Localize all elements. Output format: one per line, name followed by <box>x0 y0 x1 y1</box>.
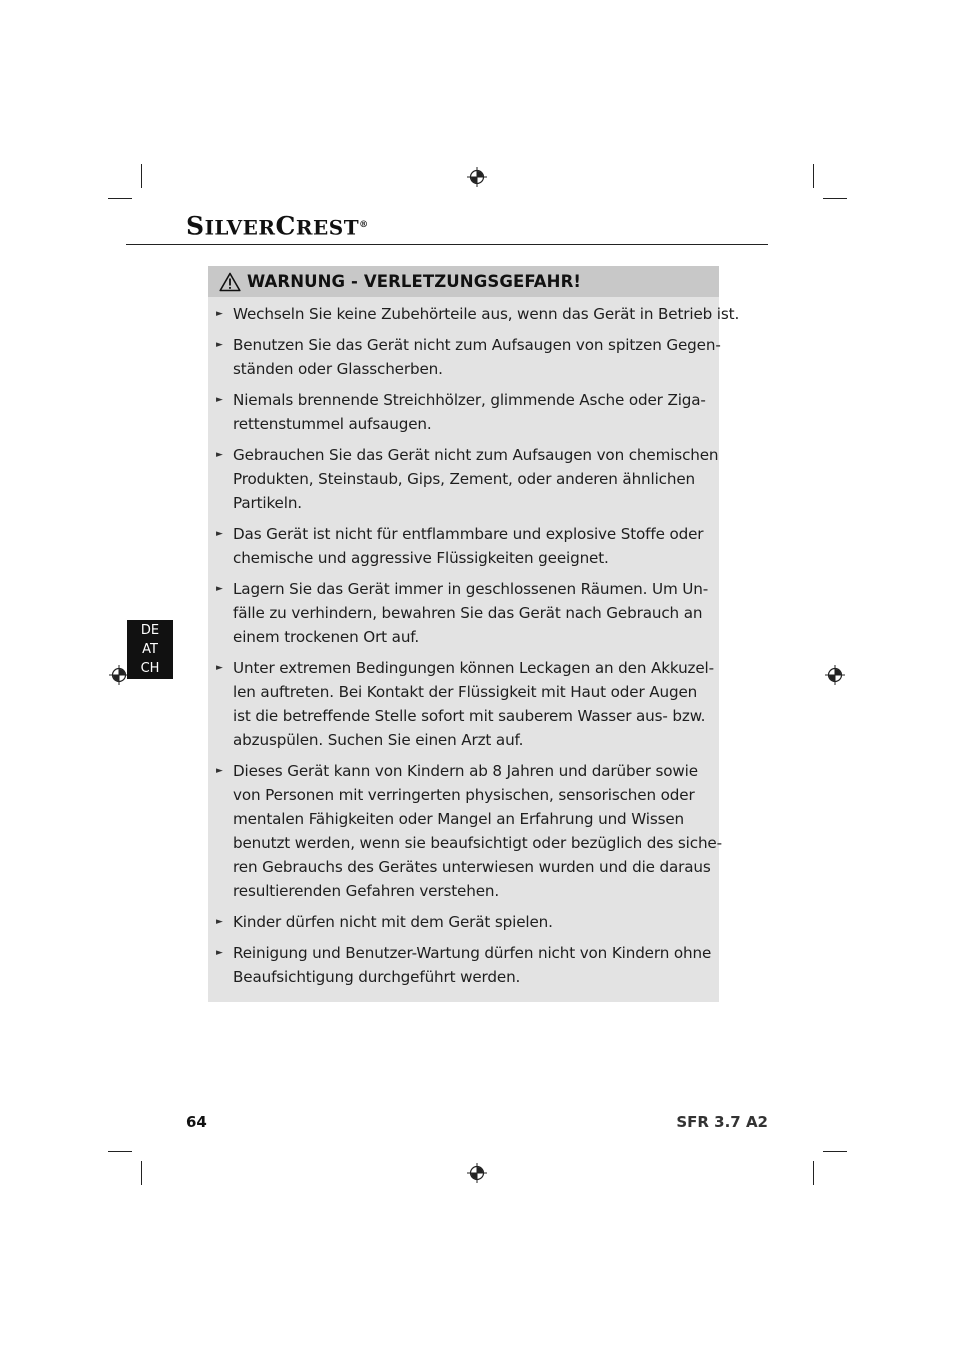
brand-logo <box>186 211 369 242</box>
warning-list-item <box>216 388 711 436</box>
registration-mark-icon-left <box>109 665 129 685</box>
warning-item-text-line: Lagern Sie das Gerät immer in geschlossenen Räumen. Um Un- <box>233 580 709 598</box>
language-code-de: DE <box>140 623 160 638</box>
arrow-bullet-icon: ► <box>216 529 223 539</box>
crop-mark-bottom-left-v <box>141 1161 142 1185</box>
crop-mark-bottom-left-h <box>108 1151 132 1152</box>
warning-list-item <box>216 302 740 326</box>
warning-item-text-line: Kinder dürfen nicht mit dem Gerät spielen. <box>233 913 553 931</box>
warning-item-text-line: resultierenden Gefahren verstehen. <box>233 882 500 900</box>
warning-item-text-line: benutzt werden, wenn sie beaufsichtigt oder bezüglich des siche- <box>233 834 722 852</box>
brand-text-ilver: ILVER <box>204 215 276 240</box>
warning-item-text-line: Produkten, Steinstaub, Gips, Zement, oder anderen ähnlichen <box>233 470 695 488</box>
warning-list-item <box>216 910 711 934</box>
warning-item-text-line: chemische und aggressive Flüssigkeiten geeignet. <box>233 549 609 567</box>
arrow-bullet-icon: ► <box>216 395 223 405</box>
warning-item-text-line: rettenstummel aufsaugen. <box>233 415 432 433</box>
arrow-bullet-icon: ► <box>216 663 223 673</box>
arrow-bullet-icon: ► <box>216 309 223 319</box>
warning-list <box>208 297 740 989</box>
warning-item-text-line: fälle zu verhindern, bewahren Sie das Gerät nach Gebrauch an <box>233 604 703 622</box>
warning-item-text-line: Dieses Gerät kann von Kindern ab 8 Jahren und darüber sowie <box>233 762 698 780</box>
warning-title: WARNUNG - VERLETZUNGSGEFAHR! <box>247 272 582 291</box>
warning-item-text-line: len auftreten. Bei Kontakt der Flüssigkeit mit Haut oder Augen <box>233 683 698 701</box>
trademark-symbol: ® <box>359 220 369 230</box>
warning-item-text-line: Niemals brennende Streichhölzer, glimmende Asche oder Ziga- <box>233 391 706 409</box>
header-divider <box>126 244 768 245</box>
warning-item-text-line: ständen oder Glasscherben. <box>233 360 443 378</box>
warning-list-item <box>216 941 711 989</box>
warning-list-item <box>216 333 721 381</box>
warning-item-text-line: Beaufsichtigung durchgeführt werden. <box>233 968 521 986</box>
warning-item-text-line: ren Gebrauchs des Gerätes unterwiesen wurden und die daraus <box>233 858 711 876</box>
registration-mark-icon-bottom <box>467 1163 487 1183</box>
warning-item-text-line: Unter extremen Bedingungen können Leckagen an den Akkuzel- <box>233 659 714 677</box>
arrow-bullet-icon: ► <box>216 340 223 350</box>
warning-list-item <box>216 522 711 570</box>
language-tab <box>127 620 173 679</box>
warning-header <box>208 266 719 297</box>
crop-mark-bottom-right-v <box>813 1161 814 1185</box>
arrow-bullet-icon: ► <box>216 584 223 594</box>
arrow-bullet-icon: ► <box>216 766 223 776</box>
brand-initial-c: C <box>275 211 296 241</box>
crop-mark-bottom-right-h <box>823 1151 847 1152</box>
warning-item-text-line: Wechseln Sie keine Zubehörteile aus, wenn das Gerät in Betrieb ist. <box>233 305 740 323</box>
warning-list-item <box>216 577 711 649</box>
crop-mark-top-left-h <box>108 198 132 199</box>
warning-item-text-line: ist die betreffende Stelle sofort mit sauberem Wasser aus- bzw. <box>233 707 706 725</box>
warning-list-item <box>216 656 714 752</box>
arrow-bullet-icon: ► <box>216 917 223 927</box>
warning-list-item <box>216 759 722 903</box>
language-code-at: AT <box>142 642 158 657</box>
warning-list-item <box>216 443 719 515</box>
warning-item-text-line: Gebrauchen Sie das Gerät nicht zum Aufsaugen von chemischen <box>233 446 719 464</box>
brand-initial-s: S <box>186 211 205 241</box>
warning-item-text-line: Partikeln. <box>233 494 302 512</box>
crop-mark-top-right-v <box>813 164 814 188</box>
warning-item-text-line: Benutzen Sie das Gerät nicht zum Aufsaugen von spitzen Gegen- <box>233 336 721 354</box>
page-number: 64 <box>186 1113 207 1131</box>
warning-box <box>208 266 740 1002</box>
model-number: SFR 3.7 A2 <box>676 1113 768 1131</box>
brand-text-rest: REST <box>295 215 360 240</box>
language-code-ch: CH <box>140 661 160 676</box>
crop-mark-top-left-v <box>141 164 142 188</box>
warning-item-text-line: Reinigung und Benutzer-Wartung dürfen nicht von Kindern ohne <box>233 944 712 962</box>
warning-item-text-line: Das Gerät ist nicht für entflammbare und explosive Stoffe oder <box>233 525 704 543</box>
registration-mark-icon-right <box>825 665 845 685</box>
warning-item-text-line: einem trockenen Ort auf. <box>233 628 420 646</box>
crop-mark-top-right-h <box>823 198 847 199</box>
warning-item-text-line: abzuspülen. Suchen Sie einen Arzt auf. <box>233 731 524 749</box>
warning-triangle-icon <box>219 272 241 292</box>
warning-item-text-line: von Personen mit verringerten physischen, sensorischen oder <box>233 786 695 804</box>
arrow-bullet-icon: ► <box>216 450 223 460</box>
arrow-bullet-icon: ► <box>216 948 223 958</box>
warning-item-text-line: mentalen Fähigkeiten oder Mangel an Erfahrung und Wissen <box>233 810 685 828</box>
registration-mark-icon-top <box>467 167 487 187</box>
